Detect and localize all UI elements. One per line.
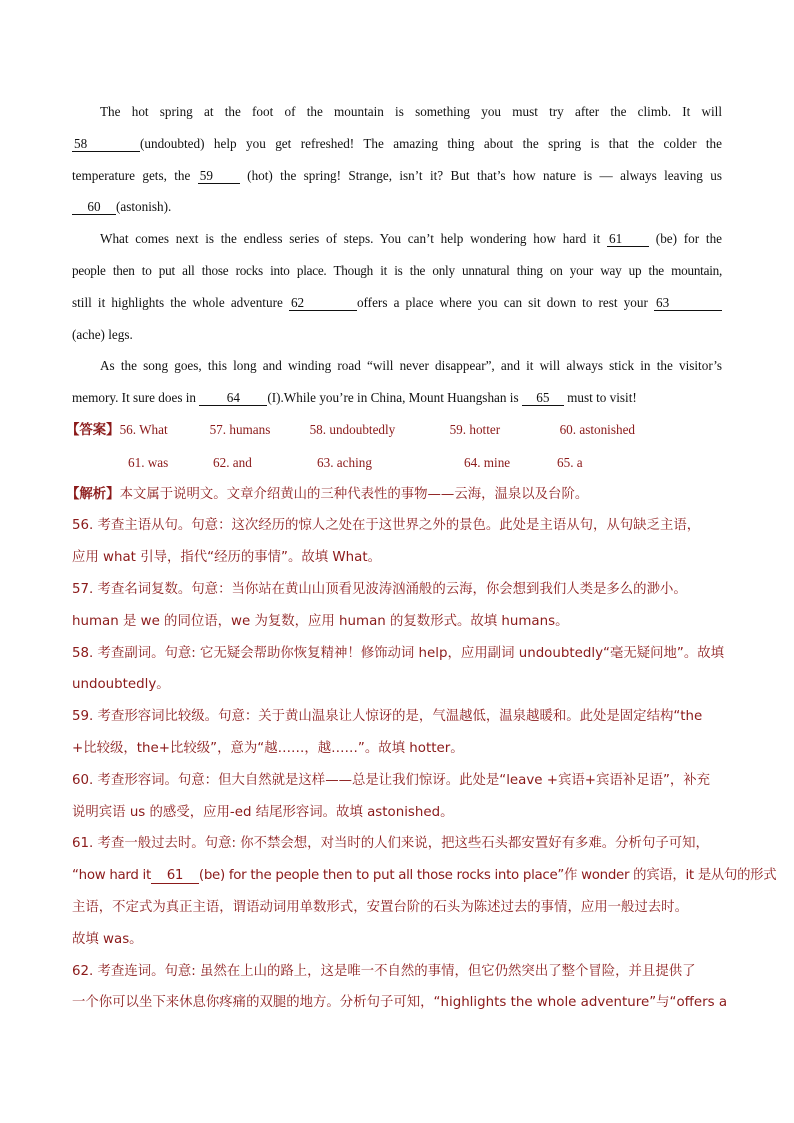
passage-line: The hot spring at the foot of the mountain is something you must try after the climb. It will bbox=[100, 104, 722, 119]
answer-row bbox=[72, 447, 722, 479]
passage-line: 58 (undoubted) help you get refreshed! The amazing thing about the spring is that the colder the bbox=[74, 135, 722, 151]
answer-item: 60. astonished bbox=[559, 421, 636, 437]
passage-line: (ache) legs. bbox=[72, 326, 133, 342]
answer-row bbox=[66, 414, 722, 447]
blank-63[interactable]: 63 bbox=[654, 296, 722, 311]
passage-line: As the song goes, this long and winding road “will never disappear”, and it will always stick in the visitor’s bbox=[100, 358, 722, 374]
answer-item: 56. What bbox=[119, 421, 168, 437]
answer-item: 58. undoubtedly bbox=[309, 421, 396, 437]
passage-line: What comes next is the endless series of steps. You can’t help wondering how hard it 61 (be) for the bbox=[100, 231, 723, 247]
document-page bbox=[66, 96, 777, 1019]
answer-item: 61. was bbox=[128, 454, 169, 470]
answer-label: 【答案】 bbox=[66, 422, 120, 438]
passage-line: people then to put all those rocks into place. Though it is the only unnatural thing on your way up the mountain, bbox=[72, 262, 722, 278]
blank-58[interactable]: 58 bbox=[72, 137, 140, 152]
passage-line: still it highlights the whole adventure 62 offers a place where you can sit down to rest your 63 bbox=[72, 287, 722, 319]
analysis-59: +比较级，the+比较级”，意为“越……，越……”。故填 hotter。 bbox=[72, 740, 464, 756]
passage-line: 60 (astonish). bbox=[72, 191, 722, 223]
passage-line: temperature gets, the 59 (hot) the spring! Strange, isn’t it? But that’s how nature is — always leaving us bbox=[72, 167, 723, 183]
analysis-61: 主语，不定式为真正主语，谓语动词用单数形式，安置台阶的石头为陈述过去的事情，应用一般过去时。 bbox=[72, 899, 688, 915]
analysis-62: 一个你可以坐下来休息你疼痛的双腿的地方。分析句子可知，“highlights the whole adventure”与“offers a bbox=[72, 995, 728, 1011]
analysis-56: 应用 what 引导，指代“经历的事情”。故填 What。 bbox=[72, 550, 381, 566]
blank-62[interactable]: 62 bbox=[289, 296, 357, 311]
analysis-61: 61. 考查一般过去时。句意: 你不禁会想，对当时的人们来说，把这些石头都安置好有多难。分析句子可知， bbox=[72, 836, 709, 852]
analysis-58: undoubtedly。 bbox=[72, 677, 170, 693]
analysis-intro: 【解析】本文属于说明文。文章介绍黄山的三种代表性的事物——云海，温泉以及台阶。 bbox=[66, 486, 589, 502]
analysis-57: human 是 we 的同位语，we 为复数，应用 human 的复数形式。故填 humans。 bbox=[72, 613, 569, 629]
blank-61-ref: 61 bbox=[151, 869, 199, 884]
answer-item: 57. humans bbox=[209, 421, 271, 437]
analysis-57: 57. 考查名词复数。句意：当你站在黄山山顶看见波涛汹涌般的云海，你会想到我们人类是多么的渺小。 bbox=[72, 581, 687, 597]
analysis-61: 故填 was。 bbox=[72, 931, 143, 947]
blank-65[interactable]: 65 bbox=[522, 391, 564, 406]
analysis-60: 说明宾语 us 的感受，应用-ed 结尾形容词。故填 astonished。 bbox=[72, 804, 454, 820]
blank-61[interactable]: 61 bbox=[607, 232, 649, 247]
analysis-61: “how hard it 61 (be) for the people then to put all those rocks into place”作 wonder 的宾语，it 是从句的形式 bbox=[72, 868, 777, 884]
analysis-62: 62. 考查连词。句意: 虽然在上山的路上，这是唯一不自然的事情，但它仍然突出了整个冒险，并且提供了 bbox=[72, 963, 696, 979]
blank-60[interactable]: 60 bbox=[72, 200, 116, 215]
answer-item: 65. a bbox=[557, 454, 583, 470]
answer-item: 63. aching bbox=[317, 454, 372, 470]
blank-59[interactable]: 59 bbox=[198, 169, 240, 184]
analysis-59: 59. 考查形容词比较级。句意：关于黄山温泉让人惊讶的是，气温越低，温泉越暖和。此处是固定结构“the bbox=[72, 709, 703, 725]
answer-item: 59. hotter bbox=[449, 421, 501, 437]
analysis-label: 【解析】 bbox=[66, 486, 120, 502]
analysis-60: 60. 考查形容词。句意：但大自然就是这样——总是让我们惊讶。此处是“leave +宾语+宾语补足语”，补充 bbox=[72, 772, 711, 788]
passage-line: memory. It sure does in 64 (I).While you’re in China, Mount Huangshan is 65 must to visit! bbox=[72, 390, 637, 406]
analysis-56: 56. 考查主语从句。句意：这次经历的惊人之处在于这世界之外的景色。此处是主语从句，从句缺乏主语， bbox=[72, 518, 701, 534]
answer-item: 62. and bbox=[213, 454, 252, 470]
analysis-58: 58. 考查副词。句意: 它无疑会帮助你恢复精神！修饰动词 help，应用副词 undoubtedly“毫无疑问地”。故填 bbox=[72, 645, 724, 661]
answer-item: 64. mine bbox=[464, 454, 511, 470]
blank-64[interactable]: 64 bbox=[199, 391, 267, 406]
